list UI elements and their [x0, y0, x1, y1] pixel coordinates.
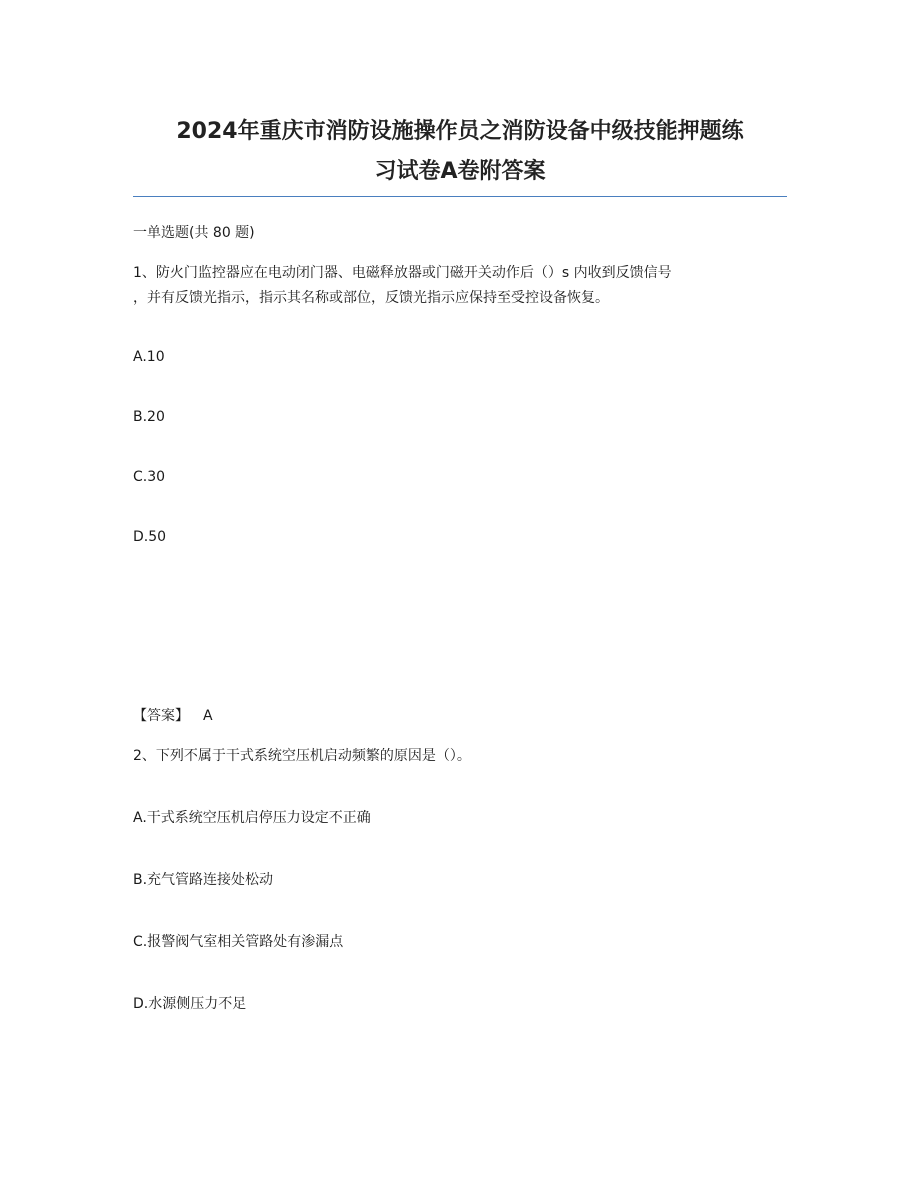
section-header: 一单选题(共 80 题) — [133, 225, 255, 241]
document-title — [100, 112, 820, 192]
question-2-stem: 2、下列不属于干式系统空压机启动频繁的原因是（）。 — [133, 748, 471, 764]
title-line-2: 习试卷A卷附答案 — [374, 159, 546, 184]
question-1-option-a: A.10 — [133, 349, 165, 365]
answer-label: 【答案】 — [133, 708, 189, 724]
question-1-stem-line-2: ，并有反馈光指示，指示其名称或部位，反馈光指示应保持至受控设备恢复。 — [133, 290, 609, 306]
question-1-option-d: D.50 — [133, 529, 167, 545]
answer-value: A — [203, 708, 213, 724]
question-2-option-a: A.干式系统空压机启停压力设定不正确 — [133, 810, 371, 826]
question-1-answer — [133, 706, 213, 726]
question-2-option-c: C.报警阀气室相关管路处有渗漏点 — [133, 934, 344, 950]
question-1-option-c: C.30 — [133, 469, 166, 485]
title-line-1: 2024年重庆市消防设施操作员之消防设备中级技能押题练 — [176, 119, 744, 144]
question-2-option-d: D.水源侧压力不足 — [133, 996, 247, 1012]
title-divider — [133, 196, 787, 197]
question-2-option-b: B.充气管路连接处松动 — [133, 872, 274, 888]
question-1-stem-line-1: 1、防火门监控器应在电动闭门器、电磁释放器或门磁开关动作后（）s 内收到反馈信号 — [133, 265, 672, 281]
question-1-option-b: B.20 — [133, 409, 165, 425]
